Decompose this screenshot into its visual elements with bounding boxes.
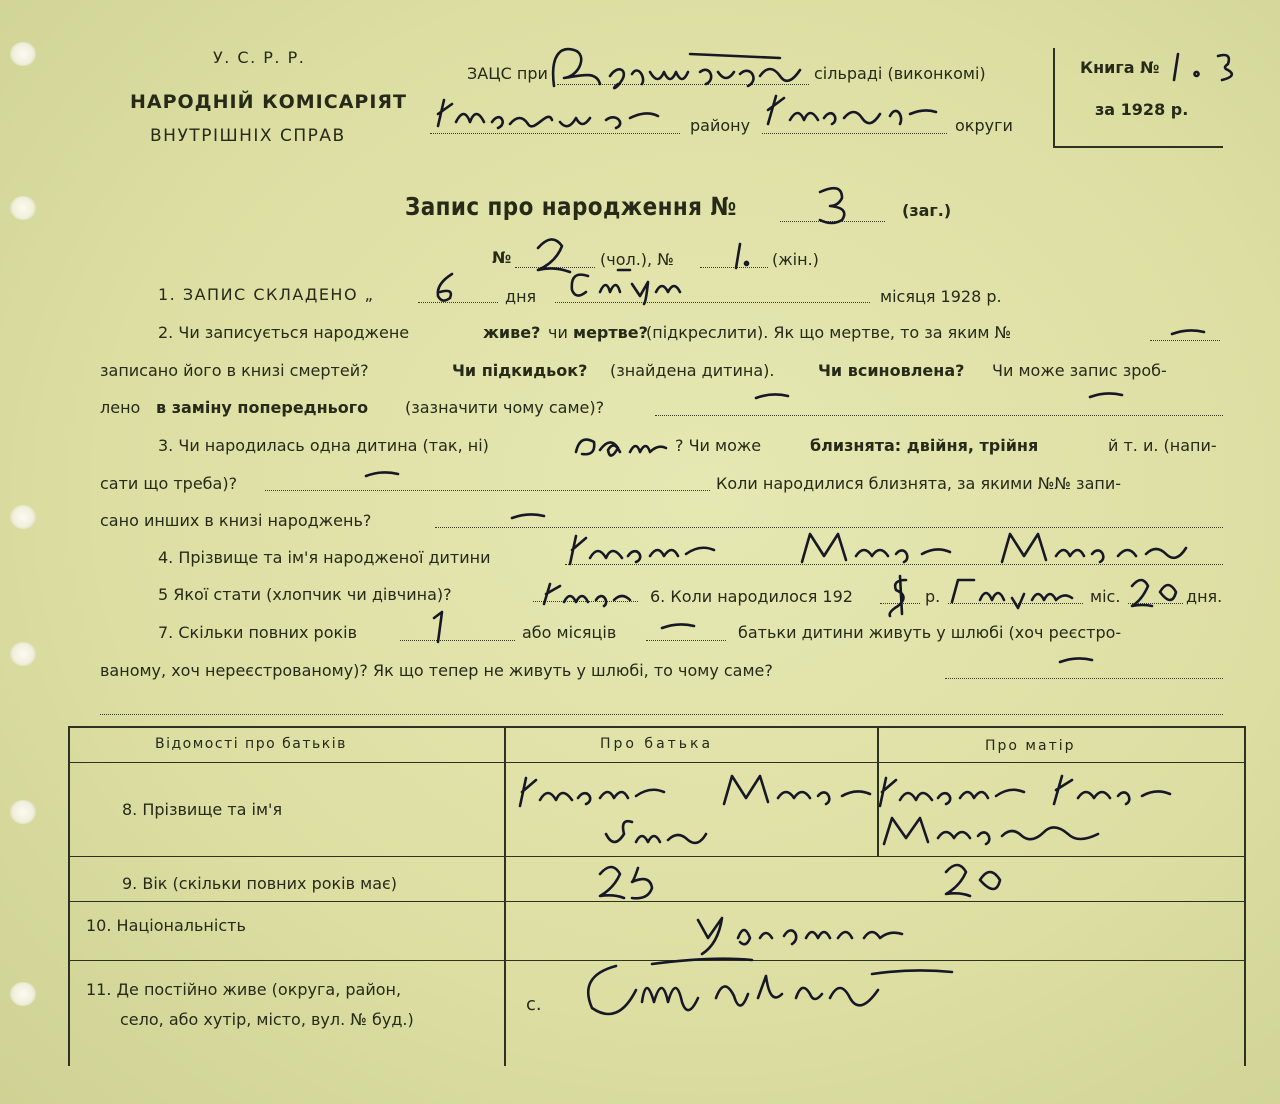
f6-dnya: дня. xyxy=(1186,587,1223,606)
row-8-label: 8. Прізвище та ім'я xyxy=(122,800,283,819)
f2-replacement: в заміну попереднього xyxy=(156,398,369,417)
table-row-divider xyxy=(68,762,1246,763)
book-year: за 1928 р. xyxy=(1095,100,1189,119)
f5-label: 5 Якої стати (хлопчик чи дівчина)? xyxy=(158,585,452,604)
f7-line1-c: батьки дитини живуть у шлюбі (хоч реєстро- xyxy=(738,623,1122,642)
handwriting-dash xyxy=(508,506,548,526)
f3-line2-b: Коли народилися близнята, за якими №№ запи- xyxy=(716,474,1121,493)
female-label: (жін.) xyxy=(772,250,819,269)
number-label: № xyxy=(492,248,512,267)
f2-line1-b: (підкреслити). Як що мертве, то за яким № xyxy=(646,323,1012,342)
f2-foundling: Чи підкидьок? xyxy=(452,361,588,380)
f2-or: чи xyxy=(548,323,568,342)
table-header-father: Про батька xyxy=(600,736,714,752)
row-9-label: 9. Вік (скільки повних років має) xyxy=(122,874,398,893)
table-col-divider xyxy=(504,726,506,1066)
f4-label: 4. Прізвище та ім'я народженої дитини xyxy=(158,548,491,567)
f6-r: р. xyxy=(925,587,941,606)
f3-line1-b: ? Чи може xyxy=(675,436,762,455)
f2-adopted: Чи всиновлена? xyxy=(818,361,965,380)
table-left-border xyxy=(68,726,70,1066)
f2-live: живе? xyxy=(483,323,541,342)
handwriting-years xyxy=(420,606,460,646)
handwriting-dash xyxy=(752,386,792,406)
okrug-label: округи xyxy=(955,116,1013,135)
f7-extra-line xyxy=(100,714,1223,715)
f1-day-label: дня xyxy=(505,287,537,306)
council-label: сільраді (виконкомі) xyxy=(814,64,986,83)
book-box-bottom xyxy=(1053,146,1223,148)
f2-line2-b: (знайдена дитина). xyxy=(610,361,775,380)
row-11-label-1: 11. Де постійно живе (округа, район, xyxy=(86,980,402,999)
commissariat-title: НАРОДНІЙ КОМІСАРІЯТ xyxy=(130,91,407,113)
book-box-left xyxy=(1053,48,1055,146)
handwriting-mother-name xyxy=(872,768,1212,858)
f3-line1-d: й т. и. (напи- xyxy=(1108,436,1217,455)
table-right-border xyxy=(1244,726,1246,1066)
handwriting-month xyxy=(560,262,700,306)
book-label: Книга № xyxy=(1080,58,1160,77)
f1-label: 1. ЗАПИС СКЛАДЕНО „ xyxy=(158,285,375,304)
binder-hole xyxy=(10,42,36,66)
district-label: району xyxy=(690,116,751,135)
row-11-label-2: село, або хутір, місто, вул. № буд.) xyxy=(120,1010,414,1029)
handwriting-sex xyxy=(538,578,638,610)
handwriting-raion xyxy=(430,92,690,140)
f2-line1-a: 2. Чи записується народжене xyxy=(158,323,410,342)
record-suffix: (заг.) xyxy=(902,201,952,220)
f7-months-line xyxy=(646,640,726,641)
binder-hole xyxy=(10,505,36,529)
handwriting-mother-age xyxy=(938,858,1018,902)
record-title: Запис про народження № xyxy=(405,192,737,221)
row-11-prefix: с. xyxy=(526,994,542,1015)
f7-reason-line xyxy=(945,678,1223,679)
handwriting-year-digit xyxy=(880,570,920,618)
handwriting-day xyxy=(422,268,482,308)
f7-line1-a: 7. Скільки повних років xyxy=(158,623,358,642)
handwriting-okrug xyxy=(760,88,960,136)
f2-line2-a: записано його в книзі смертей? xyxy=(100,361,369,380)
f2-replacement-line xyxy=(655,415,1223,416)
handwriting-birth-month xyxy=(944,572,1084,612)
f3-line1-a: 3. Чи народилась одна дитина (так, ні) xyxy=(158,436,489,455)
binder-hole xyxy=(10,982,36,1006)
handwriting-zags xyxy=(540,36,830,96)
handwriting-one xyxy=(568,428,680,464)
row-10-label: 10. Національність xyxy=(86,916,246,935)
table-header-parents: Відомості про батьків xyxy=(155,736,347,752)
f3-twins-line xyxy=(265,490,710,491)
binder-hole xyxy=(10,642,36,666)
f2-line2-c: Чи може запис зроб- xyxy=(992,361,1167,380)
handwriting-child-name xyxy=(562,526,1222,574)
handwriting-birth-day xyxy=(1124,574,1188,610)
f7-line1-b: або місяців xyxy=(522,623,617,642)
f1-month-label: місяця 1928 р. xyxy=(880,287,1002,306)
handwriting-dash xyxy=(1168,322,1208,342)
f3-twins: близнята: двійня, трійня xyxy=(810,436,1039,455)
zags-label: ЗАЦС при xyxy=(467,64,548,83)
table-top-border xyxy=(68,726,1246,728)
handwriting-dash xyxy=(362,464,402,484)
handwriting-female-number xyxy=(726,238,762,274)
f2-line3-c: (зазначити чому саме)? xyxy=(405,398,605,417)
f6-mis: міс. xyxy=(1090,587,1121,606)
handwriting-father-age xyxy=(592,860,672,904)
ussr-header: У. С. Р. Р. xyxy=(213,48,306,67)
binder-hole xyxy=(10,196,36,220)
table-header-mother: Про матір xyxy=(985,738,1076,754)
handwriting-book-number xyxy=(1168,46,1252,86)
handwriting-residence xyxy=(572,944,992,1030)
handwriting-dash xyxy=(1086,385,1126,405)
commissariat-subtitle: ВНУТРІШНІХ СПРАВ xyxy=(150,126,346,146)
f3-line3-a: сано инших в книзі народжень? xyxy=(100,511,372,530)
handwriting-father-name xyxy=(512,768,882,858)
f3-line2-a: сати що треба)? xyxy=(100,474,238,493)
handwriting-dash xyxy=(1056,650,1096,670)
f2-line3-a: лено xyxy=(100,398,141,417)
f6-label: 6. Коли народилося 192 xyxy=(650,587,853,606)
f2-dead: мертве? xyxy=(573,323,648,342)
binder-hole xyxy=(10,800,36,824)
f7-line2: ваному, хоч нереєстрованому)? Як що тепер не живуть у шлюбі, то чому саме? xyxy=(100,661,773,680)
handwriting-record-number xyxy=(810,182,860,226)
male-label: (чол.), № xyxy=(600,250,674,269)
handwriting-dash xyxy=(658,616,698,636)
